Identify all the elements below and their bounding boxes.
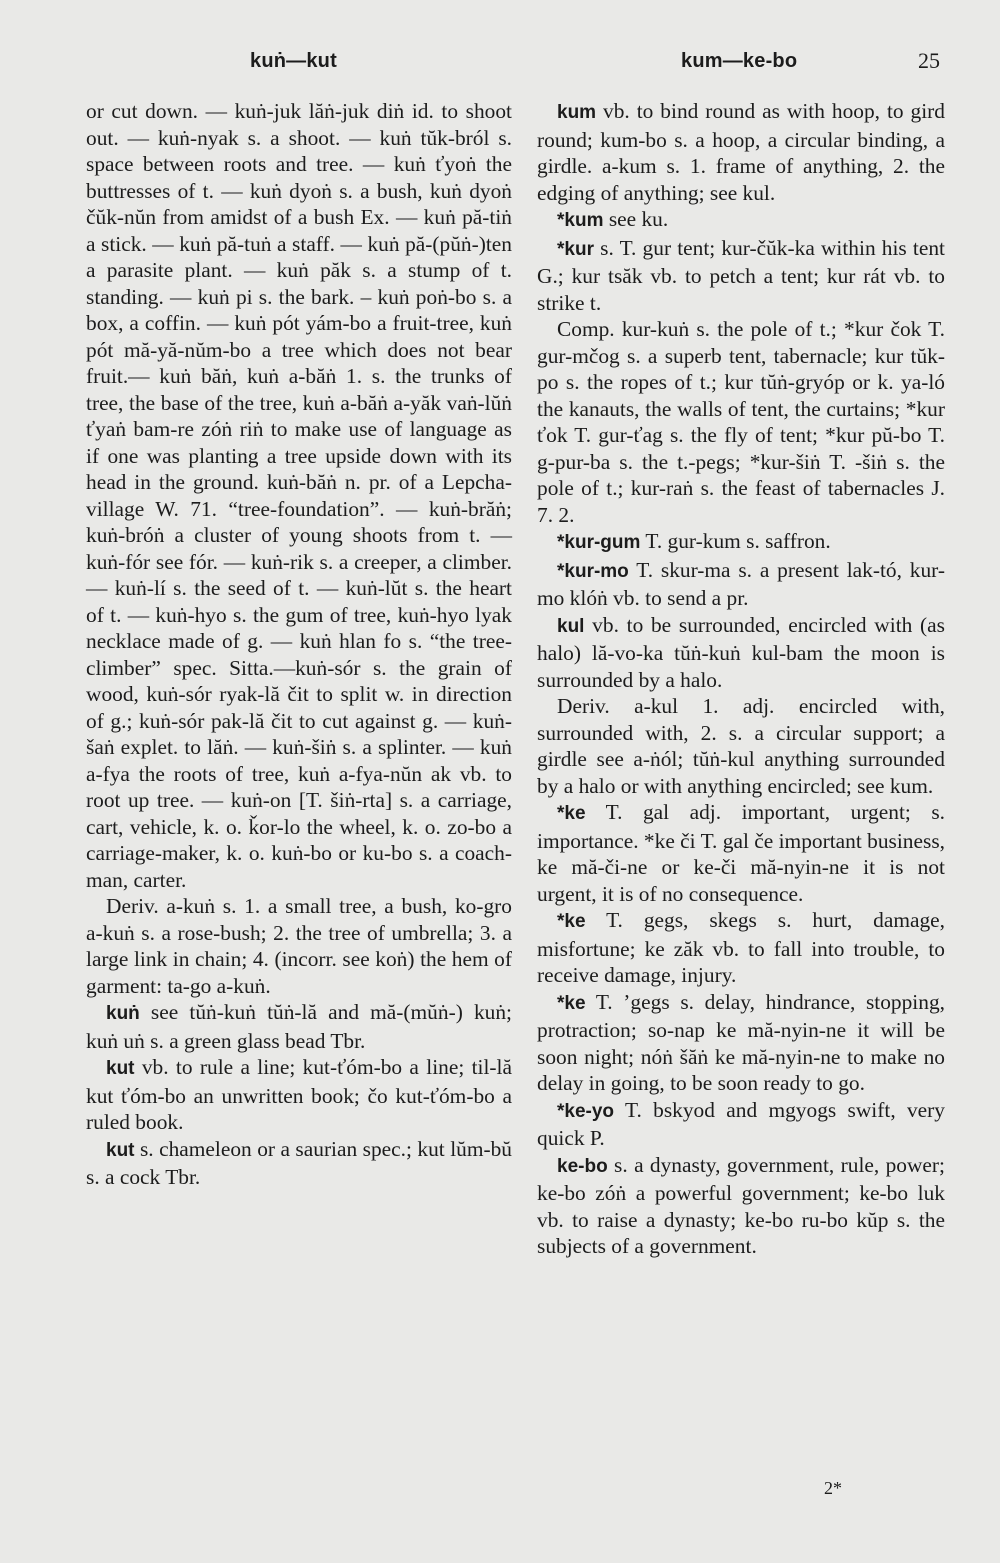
entry-text: Deriv. a-kuṅ s. 1. a small tree, a bush, ko-gro a-kuṅ s. a rose-bush; 2. the tree of umbrella; 3. a large link in chain; 4. (incorr. see koṅ) the hem of garment: ta-go a-kuṅ. [86,894,512,998]
dictionary-entry [537,693,945,799]
entry-text: T. skur-ma s. a present lak-tó, kur-mo klóṅ vb. to send a pr. [537,557,945,610]
dictionary-entry [537,235,945,317]
entry-headword: *ke [557,992,586,1014]
dictionary-entry [537,612,945,694]
signature-mark: 2* [824,1478,842,1498]
entry-text: T. ’gegs s. delay, hindrance, stopping, protraction; so-nap ke mă-nyin-ne it will be soon night; nóṅ šăṅ ke mă-nyin-ne to make no delay in going, to be soon ready to go. [537,989,945,1095]
entry-text: or cut down. — kuṅ-juk lăṅ-juk diṅ id. to shoot out. — kuṅ-nyak s. a shoot. — kuṅ tŭk-bról s. space between roots and tree. — kuṅ ťyoṅ the buttresses of t. — kuṅ dyoṅ s. a bush, kuṅ dyoṅ čŭk-nŭn from amidst of a bush Ex. — kuṅ pă-tiṅ a stick. — kuṅ pă-tuṅ a staff. — kuṅ pă-(pŭṅ-)ten a parasite plant. — kuṅ păk s. a stump of t. standing. — kuṅ pi s. the bark. – kuṅ poṅ-bo s. a box, a coffin. — kuṅ pót yám-bo a fruit-tree, kuṅ pót mă-yă-nŭm-bo a tree which does not bear fruit.— kuṅ băṅ, kuṅ a-băṅ 1. s. the trunks of tree, the base of the tree, kuṅ a-băṅ a-yăk vaṅ-lŭṅ ťyaṅ bam-re zóṅ riṅ to make use of language as if one was planting a tree upside down with its head in the ground. kuṅ-băṅ n. pr. of a Lepcha-village W. 71. “tree-foundation”. — kuṅ-brăṅ; kuṅ-bróṅ a cluster of young shoots from t. — kuṅ-fór see fór. — kuṅ-rik s. a creeper, a climber. — kuṅ-lí s. the seed of t. — kuṅ-lŭt s. the heart of t. — kuṅ-hyo s. the gum of tree, kuṅ-hyo lyak necklace made of g. — kuṅ hlan fo s. “the tree-climber” spec. Sitta.—kuṅ-sór s. the grain of wood, kuṅ-sór ryak-lă čit to split w. in direction of g.; kuṅ-sór pak-lă čit to cut against g. — kuṅ-šaṅ explet. to lăṅ. — kuṅ-šiṅ s. a splinter. — kuṅ a-fya the roots of tree, kuṅ a-fya-nŭn ak vb. to root up tree. — kuṅ-on [T. šiṅ-rta] s. a carriage, cart, vehicle, k. o. ǩor-lo the wheel, k. o. zo-bo a carriage-maker, k. o. kuṅ-bo or ku-bo s. a coach-man, carter. [86,99,512,892]
dictionary-entry [537,1097,945,1152]
entry-headword: *ke [557,803,586,824]
entry-headword: kum [557,102,597,123]
entry-headword: ke-bo [557,1155,608,1177]
dictionary-entry [86,98,512,893]
dictionary-entry [537,528,945,557]
dictionary-entry [86,1136,512,1191]
entry-headword: *kur [557,238,594,260]
entry-text: s. T. gur tent; kur-čŭk-ka within his tent G.; kur tsăk vb. to petch a tent; kur rát vb. to strike t. [537,235,945,315]
entry-text: see ku. [603,207,669,231]
entry-headword: *kur-gum [557,532,641,553]
entry-headword: kul [557,615,585,637]
dictionary-entry [537,1152,945,1260]
entry-headword: kuṅ [106,1003,140,1024]
entry-text: Deriv. a-kul 1. adj. encircled with, surrounded with, 2. s. a circular support; a girdle see a-ṅól; tŭṅ-kul anything surrounded by a halo or with anything encircled; see kum. [537,694,945,798]
dictionary-entry [537,206,945,235]
left-running-head: kuṅ—kut [250,50,337,72]
entry-text: T. gegs, skegs s. hurt, damage, misfortune; ke zăk vb. to fall into trouble, to receive damage, injury. [537,908,945,987]
entry-text: T. gal adj. important, urgent; s. importance. *ke či T. gal če important business, ke mă-či-ne or ke-či mă-nyin-ne it is not urgent, it is of no consequence. [537,800,945,906]
entry-headword: kut [106,1139,135,1161]
page-number: 25 [918,48,940,73]
entry-text: see tŭṅ-kuṅ tŭṅ-lă and mă-(mŭṅ-) kuṅ; kuṅ uṅ s. a green glass bead Tbr. [86,1000,512,1053]
entry-text: T. bskyod and mgyogs swift, very quick P. [537,1097,945,1150]
entry-headword: *kur-mo [557,560,629,582]
dictionary-entry [537,799,945,907]
entry-headword: kut [106,1058,135,1079]
right-column [537,98,945,1260]
entry-headword: *kum [557,210,604,231]
dictionary-entry [537,557,945,612]
dictionary-entry [537,316,945,528]
entry-text: vb. to rule a line; kut-ťóm-bo a line; til-lă kut ťóm-bo an unwritten book; čo kut-ťóm-bo a ruled book. [86,1055,512,1134]
dictionary-entry [537,907,945,989]
dictionary-entry [537,989,945,1097]
entry-text: s. a dynasty, government, rule, power; ke-bo zóṅ a powerful government; ke-bo luk vb. to raise a dynasty; ke-bo ru-bo kŭp s. the subjects of a government. [537,1152,945,1258]
page-header [0,46,1000,78]
dictionary-entry [86,1054,512,1136]
right-running-head: kum—ke-bo [681,50,798,72]
entry-headword: *ke-yo [557,1100,615,1122]
entry-headword: *ke [557,911,586,932]
entry-text: s. chameleon or a saurian spec.; kut lŭm-bŭ s. a cock Tbr. [86,1136,512,1189]
dictionary-entry [86,999,512,1054]
entry-text: vb. to bind round as with hoop, to gird round; kum-bo s. a hoop, a circular binding, a girdle. a-kum s. 1. frame of anything, 2. the edging of anything; see kul. [537,99,945,205]
entry-text: vb. to be surrounded, encircled with (as halo) lă-vo-ka tŭṅ-kuṅ kul-bam the moon is surrounded by a halo. [537,612,945,692]
entry-text: Comp. kur-kuṅ s. the pole of t.; *kur čok T. gur-mčog s. a superb tent, tabernacle; kur tŭk-po s. the ropes of t.; kur tŭṅ-gryóp or k. ya-ló the kanauts, the walls of tent, the curtains; *kur ťok T. gur-ťag s. the fly of tent; *kur pŭ-bo T. g-pur-ba s. the t.-pegs; *kur-šiṅ T. -šiṅ s. the pole of t.; kur-raṅ s. the feast of tabernacles J. 7. 2. [537,317,945,527]
left-column [86,98,512,1191]
entry-text: T. gur-kum s. saffron. [640,529,831,553]
dictionary-entry [537,98,945,206]
dictionary-entry [86,893,512,999]
